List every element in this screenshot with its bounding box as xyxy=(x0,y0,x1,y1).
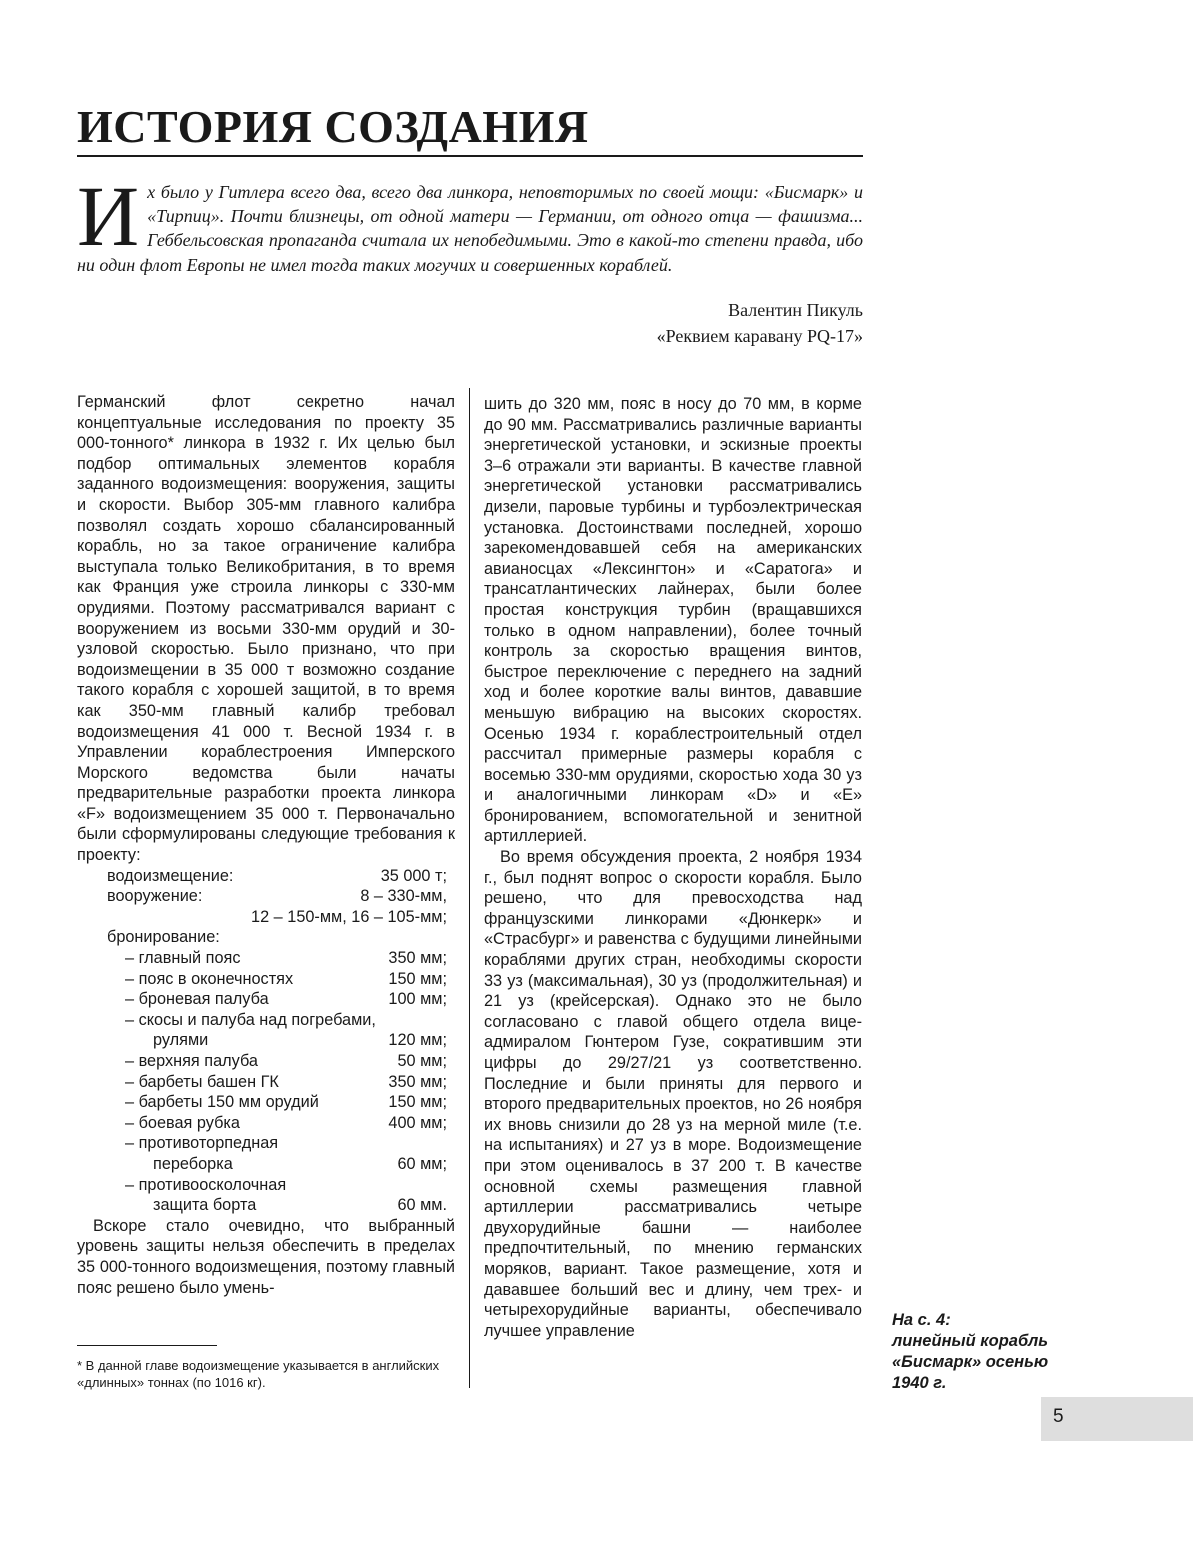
spec-row: – противоторпедная xyxy=(125,1134,279,1153)
page-title: ИСТОРИЯ СОЗДАНИЯ xyxy=(77,101,589,152)
page-number-box xyxy=(1041,1397,1193,1441)
paragraph: шить до 320 мм, пояс в носу до 70 мм, в корме до 90 мм. Рассматривались различные варианты энергетической установки, и эскизные проекты 3–6 отражали эти варианты. В качестве главной энергетической установки рассматривались дизели, паровые турбины и турбоэлектрическая установка. Достоинствами последней, хорошо зарекомендовавшей себя на американских авианосцах «Лексингтон» и «Саратога» и трансатлантических лайнерах, были более простая конструкция турбин (вращавшихся только в одном направлении), более точный контроль за скоростью вращения винтов, быстрое переключение с переднего на задний ход и более короткие валы винтов, дававшие меньшую вибрацию на высоких скоростях. Осенью 1934 г. кораблестроительный отдел рассчитал примерные размеры корабля с восемью 330-мм орудиями, скоростью хода 30 уз и аналогичными линкорам «D» и «E» бронированием, вспомогательной и зенитной артиллерией. xyxy=(484,395,862,846)
left-column xyxy=(77,392,455,1298)
spec-row: 12 – 150-мм, 16 – 105-мм; xyxy=(251,907,447,926)
footnote: * В данной главе водоизмещение указывается в английских «длинных» тоннах (по 1016 кг). xyxy=(77,1358,440,1390)
right-column xyxy=(484,394,862,1341)
title-underline xyxy=(77,155,863,157)
spec-row: – главный пояс 350 мм; xyxy=(125,949,447,968)
spec-row: – броневая палуба 100 мм; xyxy=(125,990,447,1009)
spec-row: – верхняя палуба 50 мм; xyxy=(125,1052,447,1070)
epigraph-source: «Реквием каравану PQ-17» xyxy=(656,326,863,346)
paragraph: Во время обсуждения проекта, 2 ноября 1934 г., был поднят вопрос о скорости корабля. Было решено, что для превосходства над французскими линкорами «Дюнкерк» и «Страсбург» и равенства с будущими линейными кораблями других стран, необходимы скорости 33 уз (максимальная), 30 уз (продолжительная) и 21 уз (крейсерская). Однако это не было согласовано с главой общего отдела вице-адмиралом Гюнтером Гузе, сократившим эти цифры до 29/27/21 уз соответственно. Последние и были приняты для первого и второго предварительных проектов, но 26 ноября их вновь снизили до 28 уз на мерной миле (т.е. на испытаниях) и 27 уз в море. Водоизмещение при этом оценивалось в 37 200 т. В качестве основной схемы размещения главной артиллерии рассматривались четыре двухорудийные башни — наиболее предпочтительный, по мнению германских моряков, вариант. Такое размещение, хотя и дававшее больший вес и длину, чем трех- и четырехорудийные варианты, обеспечивало лучшее управление xyxy=(484,848,862,1340)
page-number: 5 xyxy=(1053,1406,1064,1427)
spec-row: переборка 60 мм; xyxy=(153,1154,447,1173)
footnote-rule xyxy=(77,1345,217,1346)
column-divider xyxy=(469,388,470,1388)
spec-row: водоизмещение: 35 000 т; xyxy=(107,866,447,885)
spec-row: – скосы и палуба над погребами, xyxy=(125,1010,376,1029)
spec-row: вооружение: 8 – 330-мм, xyxy=(107,887,447,906)
spec-row: защита борта 60 мм. xyxy=(153,1196,447,1215)
spec-row: бронирование: xyxy=(107,928,220,947)
paragraph: Германский флот секретно начал концептуальные исследования по проекту 35 000-тонного* линкора в 1932 г. Их целью был подбор оптимальных элементов корабля заданного водоизмещения: вооружения, защиты и скорости. Выбор 305-мм главного калибра позволял создать хорошо сбалансированный корабль, но за такое ограничение калибра выступала только Великобритания, в то время как Франция уже строила линкоры с 330-мм орудиями. Поэтому рассматривался вариант с вооружением из восьми 330-мм орудий и 30-узловой скоростью. Было признано, что при водоизмещении в 35 000 т возможно создание такого корабля с хорошей защитой, в то время как 350-мм главный калибр требовал водоизмещения 41 000 т. Весной 1934 г. в Управлении кораблестроения Имперского Морского ведомства были начаты предварительные разработки проекта линкора «F» водоизмещением 35 000 т. Первоначально были сформулированы следующие требования к проекту: xyxy=(77,393,455,865)
epigraph-author: Валентин Пикуль xyxy=(728,300,863,320)
spec-row: – пояс в оконечностях 150 мм; xyxy=(125,969,447,988)
spec-row: – барбеты 150 мм орудий 150 мм; xyxy=(125,1093,447,1112)
drop-cap: И xyxy=(77,168,140,264)
paragraph: Вскоре стало очевидно, что выбранный уровень защиты нельзя обеспечить в пределах 35 000-тонного водоизмещения, поэтому главный пояс решено было умень- xyxy=(77,1216,455,1297)
epigraph xyxy=(77,168,863,277)
spec-row: – барбеты башен ГК 350 мм; xyxy=(125,1072,447,1091)
image-caption: На с. 4: линейный корабль «Бисмарк» осенью 1940 г. xyxy=(892,1311,1049,1392)
spec-row: – противоосколочная xyxy=(125,1175,287,1194)
epigraph-attribution xyxy=(657,297,863,349)
requirements-list xyxy=(107,866,447,1216)
spec-row: – боевая рубка 400 мм; xyxy=(125,1113,447,1132)
epigraph-text: х было у Гитлера всего два, всего два линкора, неповторимых по своей мощи: «Бисмарк» и «Тирпиц». Почти близнецы, от одной матери — Германии, от одного отца — фашизма... Геббельсовская пропаганда считала их непобедимыми. Это в какой-то степени правда, ибо ни один флот Европы не имел тогда таких могучих и совершенных кораблей. xyxy=(77,182,863,275)
spec-row: рулями 120 мм; xyxy=(153,1031,447,1050)
